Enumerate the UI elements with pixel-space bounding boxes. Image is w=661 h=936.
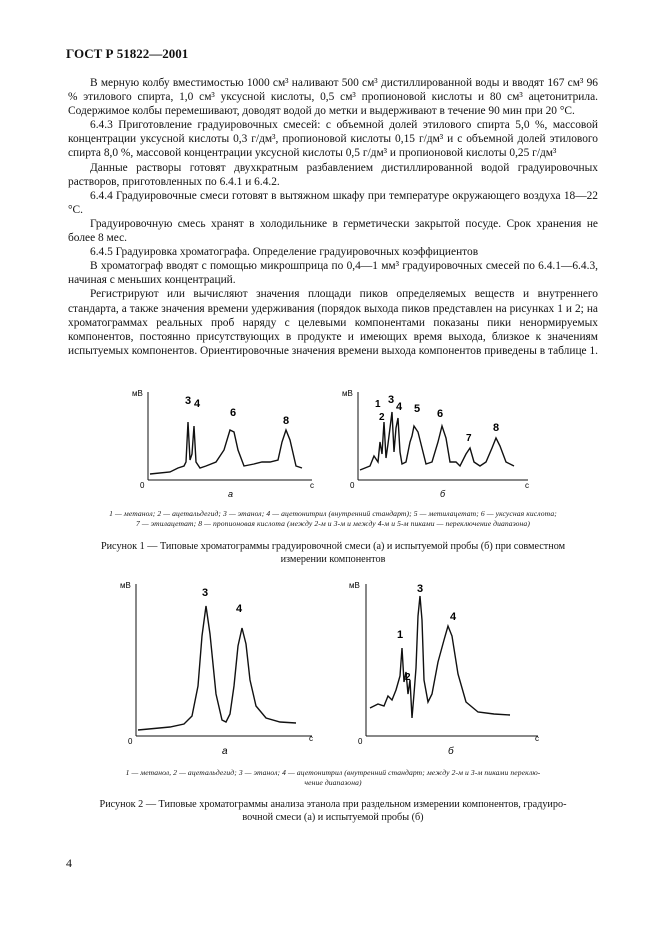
body-text (68, 76, 598, 358)
caption-line: Рисунок 2 — Типовые хроматограммы анализа этанола при раздельном измерении компонентов, градуиро- (99, 799, 567, 810)
y-unit: мВ (120, 581, 131, 590)
paragraph: 6.4.5 Градуировка хроматографа. Определение градуировочных коэффициентов (90, 246, 479, 259)
peak-label: 6 (230, 407, 237, 419)
peak-label: 4 (236, 603, 243, 615)
y-unit: мВ (342, 389, 353, 398)
page-number: 4 (66, 856, 72, 870)
panel-label: а (222, 746, 228, 757)
figure-1-chromatograms (130, 382, 550, 502)
caption-line: измерении компонентов (280, 554, 386, 565)
paragraph: В мерную колбу вместимостью 1000 см³ наливают 500 см³ дистиллированной воды и вводят 167 см³ 96 % этилового спирта, 1,0 см³ уксусной кислоты, 0,5 см³ пропионовой кислоты и 80 см³ ацетонитрила. Содержимое колбы перемешивают, доводят водой до метки и выдерживают в течение 90 мин при 20 °С. (68, 77, 598, 118)
legend-line: чение диапазона) (304, 778, 362, 787)
legend-line: 7 — этилацетат; 8 — пропионовая кислота (между 2-м и 3-м и между 4-м и 5-м пиками — переключение диапазона) (136, 519, 530, 528)
peak-label: 3 (185, 395, 192, 407)
figure-2a (120, 581, 313, 757)
panel-label: б (448, 746, 454, 757)
caption-line: Рисунок 1 — Типовые хроматограммы градуировочной смеси (а) и испытуемой пробы (б) при совместном (100, 541, 566, 552)
figure-1a (132, 389, 314, 499)
origin-label: 0 (358, 737, 363, 746)
x-unit: с (525, 481, 529, 490)
figure-2-caption (68, 798, 598, 824)
legend-line: 1 — метанол; 2 — ацетальдегид; 3 — этанол; 4 — ацетонитрил (внутренний стандарт); 5 — метилацетат; 6 — уксусная кислота; (109, 509, 557, 518)
peak-label: 4 (194, 398, 201, 410)
panel-label: а (228, 489, 234, 499)
peak-label: 1 (397, 629, 404, 641)
paragraph: 6.4.3 Приготовление градуировочных смесей: с объемной долей этилового спирта 5,0 %, массовой концентрации уксусной кислоты 0,3 г/дм³, пропионовой кислоты 0,15 г/дм³ и с объемной долей этилового спирта 8,0 %, массовой концентрации уксусной кислоты 0,5 г/дм³ и пропионовой кислоты 0,25 г/дм³ (68, 119, 598, 160)
origin-label: 0 (128, 737, 133, 746)
paragraph: 6.4.4 Градуировочные смеси готовят в вытяжном шкафу при температуре окружающего воздуха 18—22 °С. (68, 189, 598, 216)
origin-label: 0 (350, 481, 355, 490)
peak-label: 7 (466, 433, 472, 444)
peak-label: 8 (283, 415, 290, 427)
figure-1b (342, 389, 529, 499)
peak-label: 1 (375, 399, 381, 410)
x-unit: с (535, 734, 539, 743)
peak-label: 5 (414, 403, 421, 415)
peak-label: 4 (396, 401, 403, 413)
y-unit: мВ (132, 389, 143, 398)
x-unit: с (309, 734, 313, 743)
origin-label: 0 (140, 481, 145, 490)
peak-label: 8 (493, 422, 500, 434)
chromatogram-a (138, 606, 296, 730)
legend-line: 1 — метанол, 2 — ацетальдегид; 3 — этанол; 4 — ацетонитрил (внутренний стандарт; между 2-м и 3-м пиками переклю- (125, 768, 541, 777)
peak-label: 6 (437, 408, 444, 420)
y-unit: мВ (349, 581, 360, 590)
peak-label: 2 (379, 412, 385, 423)
figure-1-caption (68, 540, 598, 566)
paragraph: В хроматограф вводят с помощью микрошприца по 0,4—1 мм³ градуировочных смесей по 6.4.1—6.4.3, начиная с меньших концентраций. (68, 260, 598, 287)
chromatogram-b (370, 596, 510, 718)
figure-2-legend (68, 768, 598, 788)
page-header: ГОСТ Р 51822—2001 (66, 46, 189, 61)
chromatogram-a (150, 422, 302, 474)
peak-label: 3 (417, 583, 424, 595)
peak-label: 3 (202, 587, 209, 599)
paragraph: Данные растворы готовят двухкратным разбавлением дистиллированной водой градуировочных растворов, приготовленных по 6.4.1 и 6.4.2. (68, 161, 598, 188)
figure-2b (349, 581, 539, 757)
figure-2-chromatograms (120, 576, 560, 761)
caption-line: вочной смеси (а) и испытуемой пробы (б) (242, 812, 424, 823)
peak-label: 2 (405, 672, 411, 683)
figure-1-legend (68, 509, 598, 529)
paragraph: Регистрируют или вычисляют значения площади пиков определяемых веществ и внутреннего стандарта, а также значения времени удерживания (порядок выхода пиков представлен на рисунках 1 и 2; на хроматограммах реальных проб наряду с целевыми компонентами показаны пики ненормируемых компонентов, постоянно присутствующих в продукте и имеющих время выхода, близкое к значениям испытуемых компонентов. Ориентировочные значения времени выхода компонентов приведены в таблице 1. (68, 288, 598, 357)
x-unit: с (310, 481, 314, 490)
peak-label: 4 (450, 611, 457, 623)
peak-label: 3 (388, 394, 395, 406)
panel-label: б (440, 489, 446, 499)
paragraph: Градуировочную смесь хранят в холодильнике в герметически закрытой посуде. Срок хранения не более 8 мес. (68, 217, 598, 245)
